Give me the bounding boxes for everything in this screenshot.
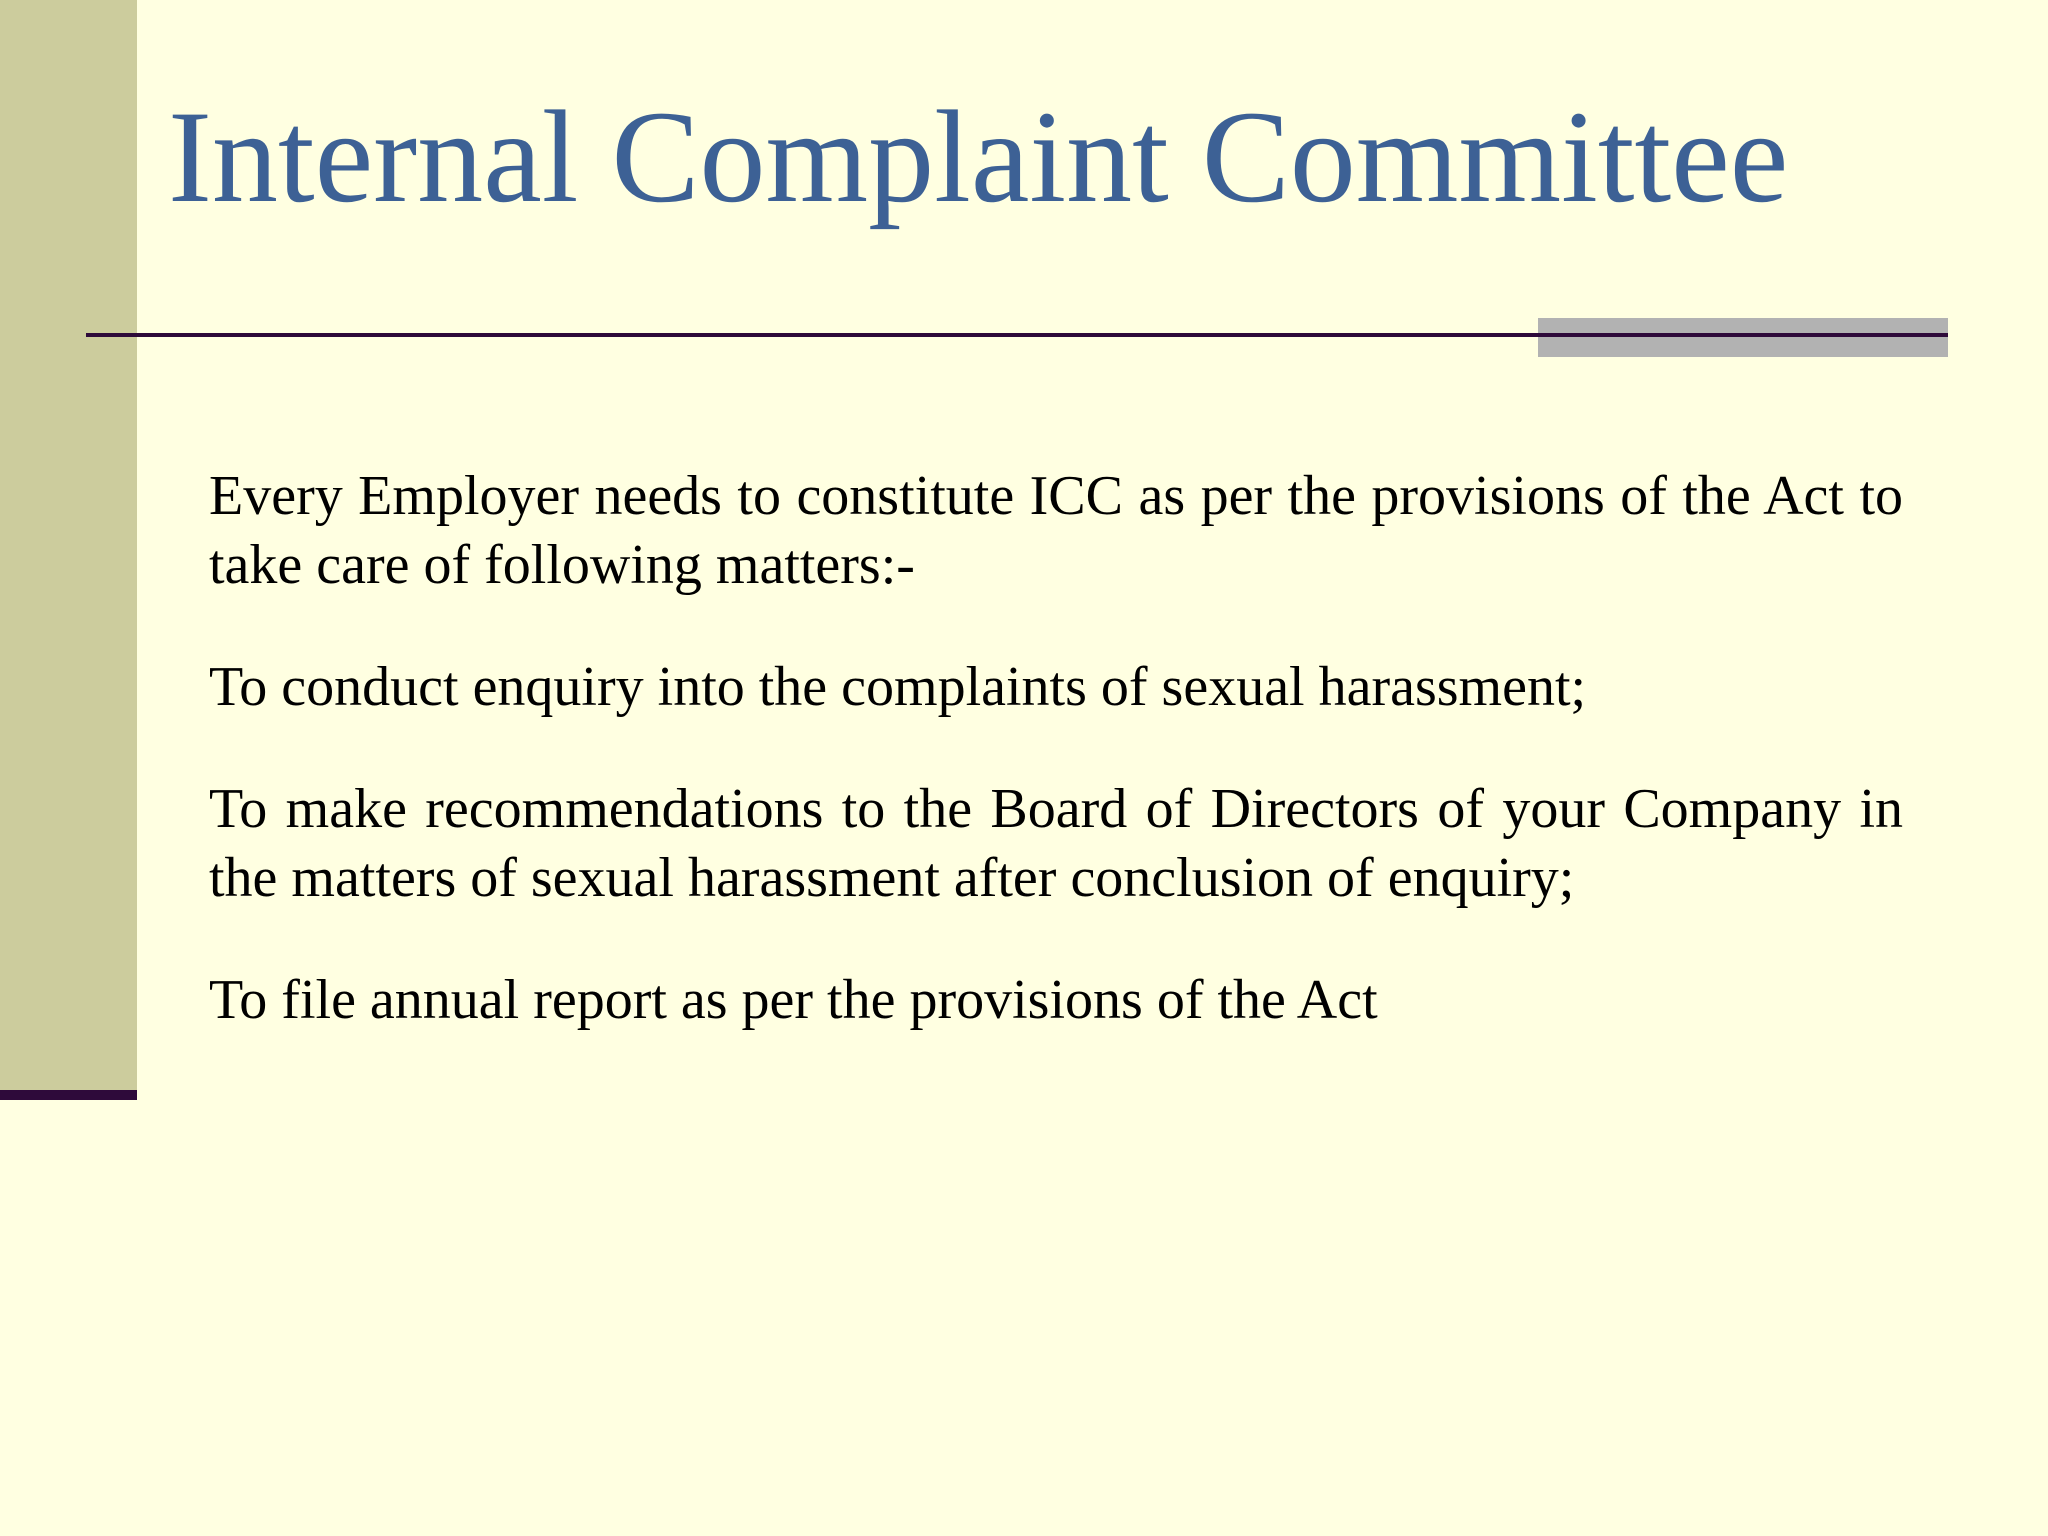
slide-title: Internal Complaint Committee bbox=[168, 83, 1789, 230]
title-divider-accent-line bbox=[1538, 333, 1948, 337]
body-paragraph-enquiry: To conduct enquiry into the complaints of sexual harassment; bbox=[209, 656, 1587, 718]
left-sidebar-band bbox=[0, 0, 137, 1090]
body-paragraph-recommendations: To make recommendations to the Board of Directors of your Company in the matters of sexual harassment after conclusion of enquiry; bbox=[209, 778, 1903, 909]
slide-body bbox=[209, 462, 1903, 1035]
body-paragraph-annual-report: To file annual report as per the provisions of the Act bbox=[209, 969, 1378, 1031]
title-divider-accent bbox=[1538, 318, 1948, 357]
body-paragraph-intro: Every Employer needs to constitute ICC as per the provisions of the Act to take care of following matters:- bbox=[209, 465, 1903, 596]
left-sidebar-rule bbox=[0, 1090, 137, 1100]
